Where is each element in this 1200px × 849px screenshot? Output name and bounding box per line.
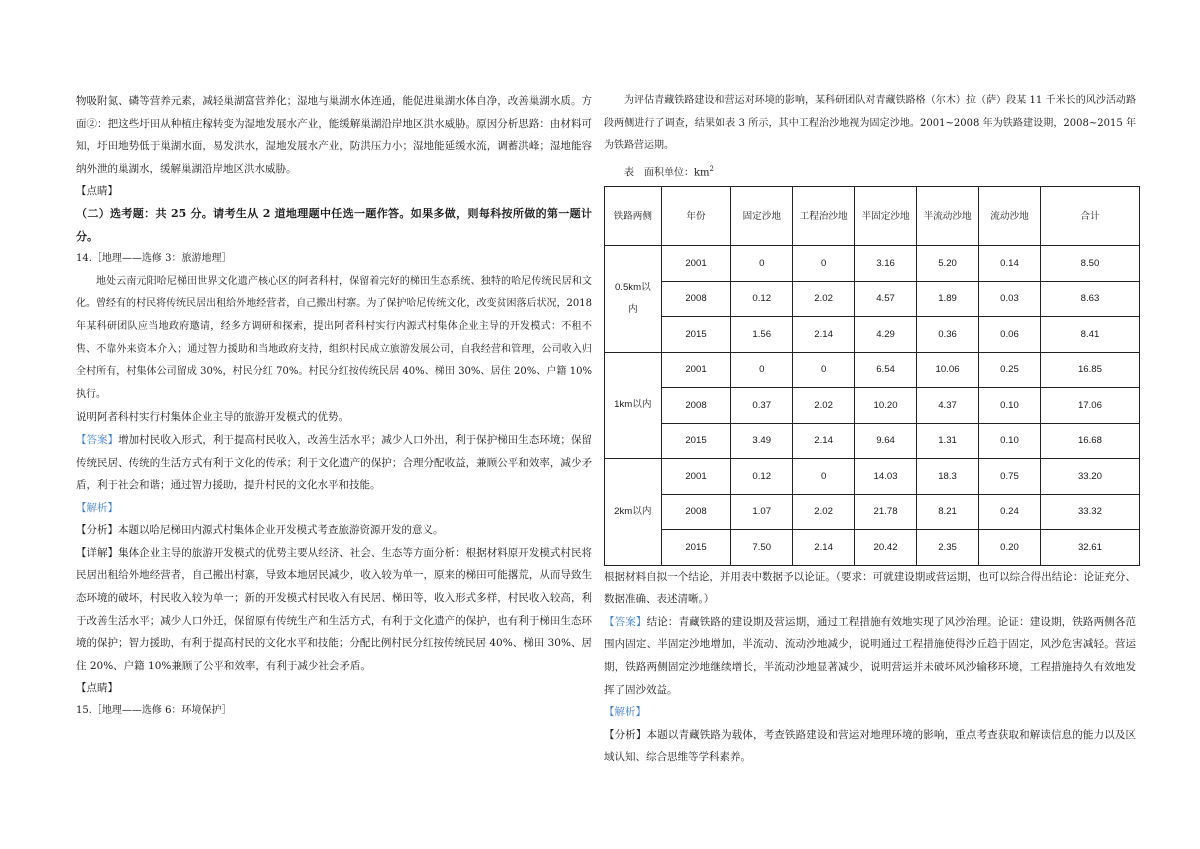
table-cell: 0.37 xyxy=(731,388,793,424)
table-cell: 10.20 xyxy=(855,388,917,424)
table-cell: 0.20 xyxy=(979,530,1041,566)
table-cell: 1.89 xyxy=(917,281,979,317)
answer-text: 结论：青藏铁路的建设期及营运期，通过工程措施有效地实现了风沙治理。论证：建设期，铁路两侧各范围内固定、半固定沙地增加，半流动、流动沙地减少，说明通过工程措施使得沙丘趋于固定，风沙危害减轻。营运期，铁路两侧固定沙地继续增长，半流动沙地显著减少，说明营运并未破坏风沙输移环境，工程措施持久有效地发挥了固沙效益。 xyxy=(604,615,1137,696)
table-header-cell: 年份 xyxy=(661,187,731,246)
table-row xyxy=(605,530,1140,566)
question-14-analysis xyxy=(76,519,592,542)
table-cell: 2.35 xyxy=(917,530,979,566)
table-row xyxy=(605,352,1140,388)
table-cell: 4.37 xyxy=(917,388,979,424)
table-row xyxy=(605,281,1140,317)
table-cell: 16.68 xyxy=(1040,423,1139,459)
table-cell: 20.42 xyxy=(855,530,917,566)
table-cell: 1.31 xyxy=(917,423,979,459)
table-cell: 0.36 xyxy=(917,317,979,353)
table-cell: 0.75 xyxy=(979,459,1041,495)
table-cell: 1.07 xyxy=(731,494,793,530)
table-cell: 0.14 xyxy=(979,246,1041,282)
table-cell: 17.06 xyxy=(1040,388,1139,424)
dianjing-label-2: 【点睛】 xyxy=(76,682,118,695)
question-prompt: 根据材料自拟一个结论，并用表中数据予以论证。（要求：可就建设期或营运期，也可以综合得出结论：论证充分、数据准确、表述清晰。） xyxy=(604,570,1136,606)
table-cell: 9.64 xyxy=(855,423,917,459)
table-header-cell: 半固定沙地 xyxy=(855,187,917,246)
table-body xyxy=(605,246,1140,566)
table-cell: 14.03 xyxy=(855,459,917,495)
question-material: 为评估青藏铁路建设和营运对环境的影响，某科研团队对青藏铁路格（尔木）拉（萨）段某 11 千米长的风沙活动路段两侧进行了调查，结果如表 3 所示，其中工程治沙地视为固定沙地。2001~2008 年为铁路建设期，2008~2015 年为铁路营运期。 xyxy=(604,95,1136,152)
table-header-cell: 工程治沙地 xyxy=(793,187,855,246)
jiexi-tag: 【解析】 xyxy=(604,706,646,719)
table-cell: 18.3 xyxy=(917,459,979,495)
table-cell: 7.50 xyxy=(731,530,793,566)
xiangjie-tag: 【详解】 xyxy=(76,546,119,559)
sand-area-table xyxy=(604,186,1140,566)
left-column xyxy=(76,90,592,723)
table-cell: 2015 xyxy=(661,423,731,459)
table-cell: 2001 xyxy=(661,352,731,388)
table-cell: 33.20 xyxy=(1040,459,1139,495)
jiexi-tag: 【解析】 xyxy=(76,501,118,514)
table-cell: 4.29 xyxy=(855,317,917,353)
table-header-cell: 固定沙地 xyxy=(731,187,793,246)
answer-text: 增加村民收入形式，利于提高村民收入，改善生活水平；减少人口外出，利于保护梯田生态环境；保留传统民居、传统的生活方式有利于文化的传承；利于文化遗产的保护；合理分配收益，兼顾公平和效率，减少矛盾，利于社会和谐；通过智力援助，提升村民的文化水平和技能。 xyxy=(76,433,592,492)
fenxi-tag: 【分析】 xyxy=(76,524,118,537)
table-cell: 2.14 xyxy=(793,423,855,459)
table-header-row xyxy=(605,187,1140,246)
table-cell: 2001 xyxy=(661,459,731,495)
table-cell: 6.54 xyxy=(855,352,917,388)
table-cell: 33.32 xyxy=(1040,494,1139,530)
answer-tag: 【答案】 xyxy=(604,615,647,628)
table-cell: 8.63 xyxy=(1040,281,1139,317)
table-header-cell: 合计 xyxy=(1040,187,1139,246)
table-row xyxy=(605,388,1140,424)
table-cell: 8.41 xyxy=(1040,317,1139,353)
fenxi-tag: 【分析】 xyxy=(604,728,647,741)
question-14-answer xyxy=(76,429,592,497)
table-cell: 0.10 xyxy=(979,423,1041,459)
table-cell: 0.12 xyxy=(731,281,793,317)
table-cell: 1.56 xyxy=(731,317,793,353)
range-label-cell: 0.5km以内 xyxy=(605,246,662,353)
table-cell: 2.14 xyxy=(793,530,855,566)
table-cell: 0 xyxy=(793,246,855,282)
question-14-prompt: 说明阿者科村实行村集体企业主导的旅游开发模式的优势。 xyxy=(76,411,349,424)
table-cell: 0.10 xyxy=(979,388,1041,424)
table-row xyxy=(605,423,1140,459)
continued-paragraph: 物吸附氮、磷等营养元素，减轻巢湖富营养化；湿地与巢湖水体连通，能促进巢湖水体自净，改善巢湖水质。方面②：把这些圩田从种植庄稼转变为湿地发展水产业，能缓解巢湖沿岸地区洪水威胁。原因分析思路：由材料可知，圩田地势低于巢湖水面，易发洪水，湿地发展水产业，防洪压力小；湿地能延缓水流，调蓄洪峰；湿地能容纳外泄的巢湖水，缓解巢湖沿岸地区洪水威胁。 xyxy=(76,95,592,175)
table-cell: 2015 xyxy=(661,530,731,566)
table-header-cell: 铁路两侧 xyxy=(605,187,662,246)
right-column xyxy=(604,90,1136,769)
table-cell: 21.78 xyxy=(855,494,917,530)
table-cell: 2.14 xyxy=(793,317,855,353)
table-cell: 16.85 xyxy=(1040,352,1139,388)
table-cell: 2001 xyxy=(661,246,731,282)
table-row xyxy=(605,459,1140,495)
table-cell: 4.57 xyxy=(855,281,917,317)
table-cell: 0 xyxy=(731,246,793,282)
table-cell: 0.06 xyxy=(979,317,1041,353)
table-cell: 2008 xyxy=(661,388,731,424)
table-row xyxy=(605,317,1140,353)
dianjing-label: 【点睛】 xyxy=(76,185,118,198)
answer xyxy=(604,611,1136,701)
question-14-detail xyxy=(76,542,592,678)
table-cell: 5.20 xyxy=(917,246,979,282)
answer-tag: 【答案】 xyxy=(76,433,119,446)
table-cell: 2015 xyxy=(661,317,731,353)
question-14-title: 14.［地理——选修 3：旅游地理］ xyxy=(76,253,232,265)
table-row xyxy=(605,246,1140,282)
fenxi-text: 本题以青藏铁路为载体，考查铁路建设和营运对地理环境的影响，重点考查获取和解读信息的能力以及区域认知、综合思维等学科素养。 xyxy=(604,728,1137,764)
table-caption: 表 面积单位：$km^2$ xyxy=(624,164,715,179)
section-title: （二）选考题：共 25 分。请考生从 2 道地理题中任选一题作答。如果多做，则每科按所做的第一题计分。 xyxy=(76,206,592,243)
table-cell: 0.24 xyxy=(979,494,1041,530)
xiangjie-text: 集体企业主导的旅游开发模式的优势主要从经济、社会、生态等方面分析：根据材料原开发模式村民将民居出租给外地经营者，自己搬出村寨，导致本地居民减少，收入较为单一，原来的梯田可能撂荒，从而导致生态环境的破坏，村民收入较为单一；新的开发模式村民收入有民居、梯田等，收入形式多样，村民收入较高，利于改善生活水平；减少人口外迁，保留原有传统生产和生活方式，有利于文化遗产的保护，也有利于梯田生态环境的保护；智力援助，有利于提高村民的文化水平和技能；分配比例村民分红按传统民居 40%、梯田 30%、居住 20%、户籍 10%兼顾了公平和效率，有利于减少社会矛盾。 xyxy=(76,546,592,672)
analysis xyxy=(604,724,1136,769)
table-cell: 2.02 xyxy=(793,494,855,530)
table-header-cell: 半流动沙地 xyxy=(917,187,979,246)
range-label-cell: 1km以内 xyxy=(605,352,662,459)
table-cell: 0 xyxy=(793,352,855,388)
table-cell: 0.25 xyxy=(979,352,1041,388)
range-label-cell: 2km以内 xyxy=(605,459,662,566)
table-header-cell: 流动沙地 xyxy=(979,187,1041,246)
fenxi-text: 本题以哈尼梯田内源式村集体企业开发模式考查旅游资源开发的意义。 xyxy=(118,524,444,537)
table-cell: 0.12 xyxy=(731,459,793,495)
table-cell: 2.02 xyxy=(793,388,855,424)
table-cell: 2.02 xyxy=(793,281,855,317)
table-cell: 10.06 xyxy=(917,352,979,388)
table-cell: 2008 xyxy=(661,281,731,317)
table-cell: 8.21 xyxy=(917,494,979,530)
question-15-title: 15.［地理——选修 6：环境保护］ xyxy=(76,705,232,717)
table-cell: 2008 xyxy=(661,494,731,530)
table-cell: 3.16 xyxy=(855,246,917,282)
table-cell: 0.03 xyxy=(979,281,1041,317)
table-cell: 32.61 xyxy=(1040,530,1139,566)
table-cell: 0 xyxy=(731,352,793,388)
table-row xyxy=(605,494,1140,530)
table-cell: 3.49 xyxy=(731,423,793,459)
question-14-material: 地处云南元阳哈尼梯田世界文化遗产核心区的阿者科村，保留着完好的梯田生态系统、独特的哈尼传统民居和文化。曾经有的村民将传统民居出租给外地经营者，自己搬出村寨。为了保护哈尼传统文化，改变贫困落后状况，2018 年某科研团队应当地政府邀请，经多方调研和探索，提出阿者科村实行内源式村集体企业主导的开发模式：不租不售、不靠外来资本介入；通过智力援助和当地政府支持，组织村民成立旅游发展公司，自我经营和管理，公司收入归全村所有，村集体公司留成 30%，村民分红 70%。村民分红按传统民居 40%、梯田 30%、居住 20%、户籍 10%执行。 xyxy=(76,275,592,400)
table-cell: 8.50 xyxy=(1040,246,1139,282)
table-cell: 0 xyxy=(793,459,855,495)
